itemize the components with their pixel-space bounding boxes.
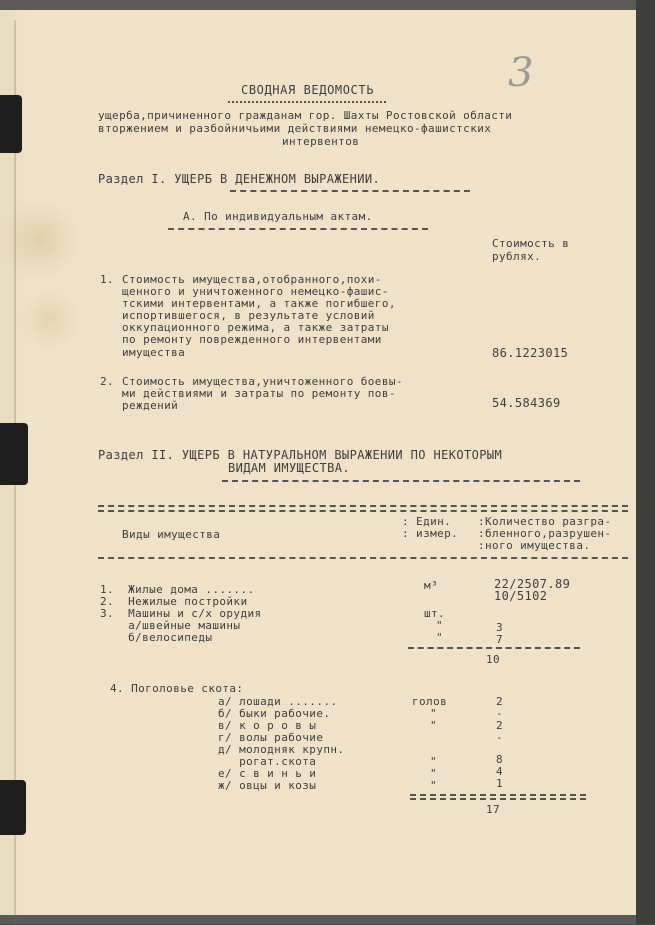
subtitle-line-3: интервентов	[282, 135, 360, 148]
livestock-1-unit: голов	[412, 695, 448, 708]
livestock-2-unit: "	[430, 707, 438, 720]
subtitle-line-1: ущерба,причиненного гражданам гор. Шахты Ростовской области	[98, 109, 513, 122]
livestock-6-unit: "	[430, 755, 438, 768]
item1-line-2: щенного и уничтоженного немецко-фашис-	[122, 285, 389, 298]
subtotal2: 17	[486, 803, 501, 816]
section2-heading-line-1: Раздел II. УЩЕРБ В НАТУРАЛЬНОМ ВЫРАЖЕНИИ ПО НЕКОТОРЫМ	[98, 448, 503, 462]
livestock-3-qty: 2	[496, 719, 504, 732]
item1-value: 86.1223015	[492, 346, 569, 360]
livestock-6-qty: 8	[496, 753, 504, 766]
document-page	[0, 10, 636, 915]
row-4-label: а/швейные машины	[100, 619, 241, 632]
section2-underline	[222, 480, 580, 482]
item1-line-1: Стоимость имущества,отобранного,похи-	[122, 273, 382, 286]
subheading-underline	[168, 228, 428, 230]
livestock-4-label: г/ волы рабочие	[218, 731, 324, 744]
item1-line-4: испортившегося, в результате условий	[122, 309, 375, 322]
section2-heading-line-2: ВИДАМ ИМУЩЕСТВА.	[228, 461, 350, 475]
livestock-7-label: е/ с в и н ь и	[218, 767, 317, 780]
subtotal1: 10	[486, 653, 501, 666]
livestock-3-unit: "	[430, 719, 438, 732]
livestock-7-unit: "	[430, 767, 438, 780]
row-5-qty: 7	[496, 633, 504, 646]
item2-value: 54.584369	[492, 396, 561, 410]
document-title: СВОДНАЯ ВЕДОМОСТЬ	[241, 83, 375, 97]
section1-subheading: А. По индивидуальным актам.	[183, 210, 373, 223]
item1-line-3: тскими интервентами, а также погибшего,	[122, 297, 396, 310]
item2-line-3: реждений	[122, 399, 179, 412]
subtotal2-rule-1	[410, 794, 586, 796]
item2-line-2: ми действиями и затраты по ремонту пов-	[122, 387, 396, 400]
row-1-qty: 22/2507.89	[494, 577, 571, 591]
livestock-3-label: в/ к о р о в ы	[218, 719, 317, 732]
row-3-unit: шт.	[424, 607, 446, 620]
livestock-8-label: ж/ овцы и козы	[218, 779, 317, 792]
row-5-unit: "	[436, 631, 444, 644]
subtotal2-rule-2	[410, 798, 586, 800]
item1-line-5: оккупационного режима, а также затраты	[122, 321, 389, 334]
column-kind: Виды имущества	[122, 528, 221, 541]
punch-hole-top	[0, 95, 22, 153]
item1-number: 1.	[100, 273, 115, 286]
column-header-line-2: рублях.	[492, 250, 542, 263]
column-unit-line-2: : измер.	[402, 527, 459, 540]
item2-line-1: Стоимость имущества,уничтоженного боевы-	[122, 375, 403, 388]
section1-underline	[230, 190, 470, 192]
column-qty-line-3: :ного имущества.	[478, 539, 591, 552]
livestock-6-label: рогат.скота	[218, 755, 317, 768]
subtotal1-rule	[408, 647, 580, 649]
row-1-label: 1. Жилые дома .......	[100, 583, 255, 596]
livestock-7-qty: 4	[496, 765, 504, 778]
table-top-rule-2	[98, 510, 628, 512]
livestock-1-qty: 2	[496, 695, 504, 708]
livestock-8-unit: "	[430, 779, 438, 792]
column-qty-line-2: :бленного,разрушен-	[478, 527, 612, 540]
row-4-qty: 3	[496, 621, 504, 634]
livestock-2-qty: -	[496, 707, 504, 720]
scan-edge	[636, 0, 655, 924]
section1-heading: Раздел I. УЩЕРБ В ДЕНЕЖНОМ ВЫРАЖЕНИИ.	[98, 172, 381, 186]
page-number: 3	[508, 50, 534, 96]
table-top-rule-1	[98, 505, 628, 507]
row-2-label: 2. Нежилые постройки	[100, 595, 248, 608]
item1-line-6: по ремонту поврежденного интервентами	[122, 333, 382, 346]
item2-number: 2.	[100, 375, 115, 388]
row-5-label: б/велосипеды	[100, 631, 213, 644]
punch-hole-bottom	[0, 780, 26, 835]
row-4-unit: "	[436, 619, 444, 632]
livestock-heading: 4. Поголовье скота:	[110, 682, 244, 695]
row-3-label: 3. Машины и с/х орудия	[100, 607, 262, 620]
column-header-line-1: Стоимость в	[492, 237, 570, 250]
column-unit-line-1: : Един.	[402, 515, 452, 528]
table-header-rule	[98, 557, 628, 559]
livestock-8-qty: 1	[496, 777, 504, 790]
punch-hole-middle	[0, 423, 28, 485]
row-1-unit: м³	[424, 579, 439, 592]
title-underline	[228, 101, 386, 103]
subtitle-line-2: вторжением и разбойничьими действиями немецко-фашистских	[98, 122, 492, 135]
item1-line-7: имущества	[122, 346, 186, 359]
livestock-2-label: б/ быки рабочие.	[218, 707, 331, 720]
column-qty-line-1: :Количество разгра-	[478, 515, 612, 528]
livestock-5-label: д/ молодняк крупн.	[218, 743, 345, 756]
livestock-4-qty: -	[496, 731, 504, 744]
row-2-qty: 10/5102	[494, 589, 548, 603]
livestock-1-label: а/ лошади .......	[218, 695, 338, 708]
